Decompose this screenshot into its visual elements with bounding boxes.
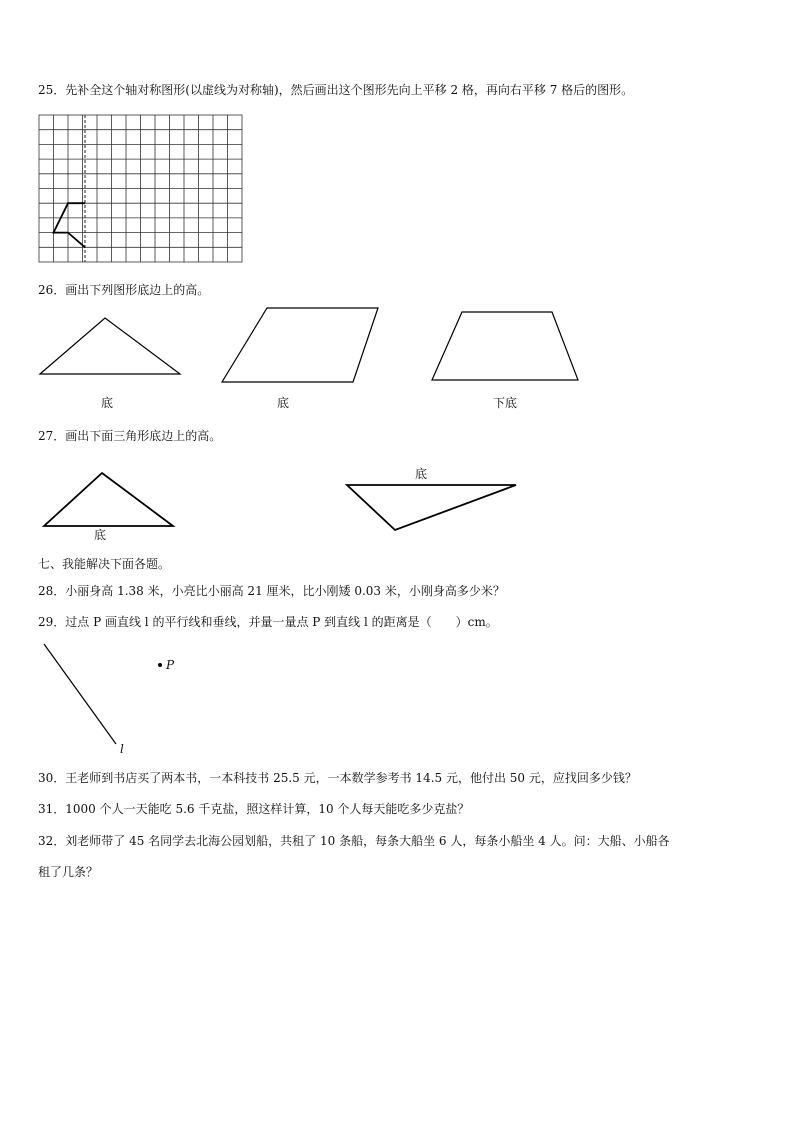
- acute-triangle-base-label: 底: [94, 528, 107, 542]
- triangle-base-label: 底: [101, 396, 114, 410]
- question-28: 28．小丽身高 1.38 米，小亮比小丽高 21 厘米，比小刚矮 0.03 米，小刚身高多少米？: [38, 584, 505, 598]
- section-7-heading: 七、我能解决下面各题。: [38, 557, 171, 571]
- question-31: 31．1000 个人一天能吃 5.6 千克盐，照这样计算，10 个人每天能吃多少克盐？: [38, 802, 470, 816]
- point-p-label: P: [166, 658, 175, 672]
- point-p-dot: [157, 662, 163, 668]
- question-27: 27．画出下面三角形底边上的高。: [38, 429, 222, 443]
- grid-lines: [39, 115, 242, 262]
- line-l-figure: [40, 640, 130, 752]
- trapezoid-base-label: 下底: [493, 396, 518, 410]
- obtuse-triangle-base-label: 底: [415, 467, 428, 481]
- question-25: 25．先补全这个轴对称图形(以虚线为对称轴)，然后画出这个图形先向上平移 2 格，再向右平移 7 格后的图形。: [38, 83, 634, 97]
- question-26: 26．画出下列图形底边上的高。: [38, 283, 210, 297]
- question-32-line-2: 租了几条？: [38, 865, 99, 879]
- question-29: 29．过点 P 画直线 l 的平行线和垂线，并量一量点 P 到直线 l 的距离是（ ）cm。: [38, 615, 498, 629]
- parallelogram-figure: [220, 306, 380, 384]
- question-32-line-1: 32．刘老师带了 45 名同学去北海公园划船，共租了 10 条船，每条大船坐 6 人，每条小船坐 4 人。问：大船、小船各: [38, 834, 670, 848]
- slanted-triangle-figure: [344, 481, 519, 533]
- symmetry-grid-figure: [38, 114, 244, 264]
- trapezoid-figure: [430, 310, 580, 382]
- question-30: 30．王老师到书店买了两本书，一本科技书 25.5 元，一本数学参考书 14.5 元，他付出 50 元，应找回多少钱？: [38, 771, 637, 785]
- line-l-label: l: [120, 742, 124, 756]
- parallelogram-base-label: 底: [277, 396, 290, 410]
- obtuse-triangle-figure: [38, 316, 182, 378]
- half-figure: [54, 203, 86, 247]
- acute-triangle-figure: [42, 471, 176, 529]
